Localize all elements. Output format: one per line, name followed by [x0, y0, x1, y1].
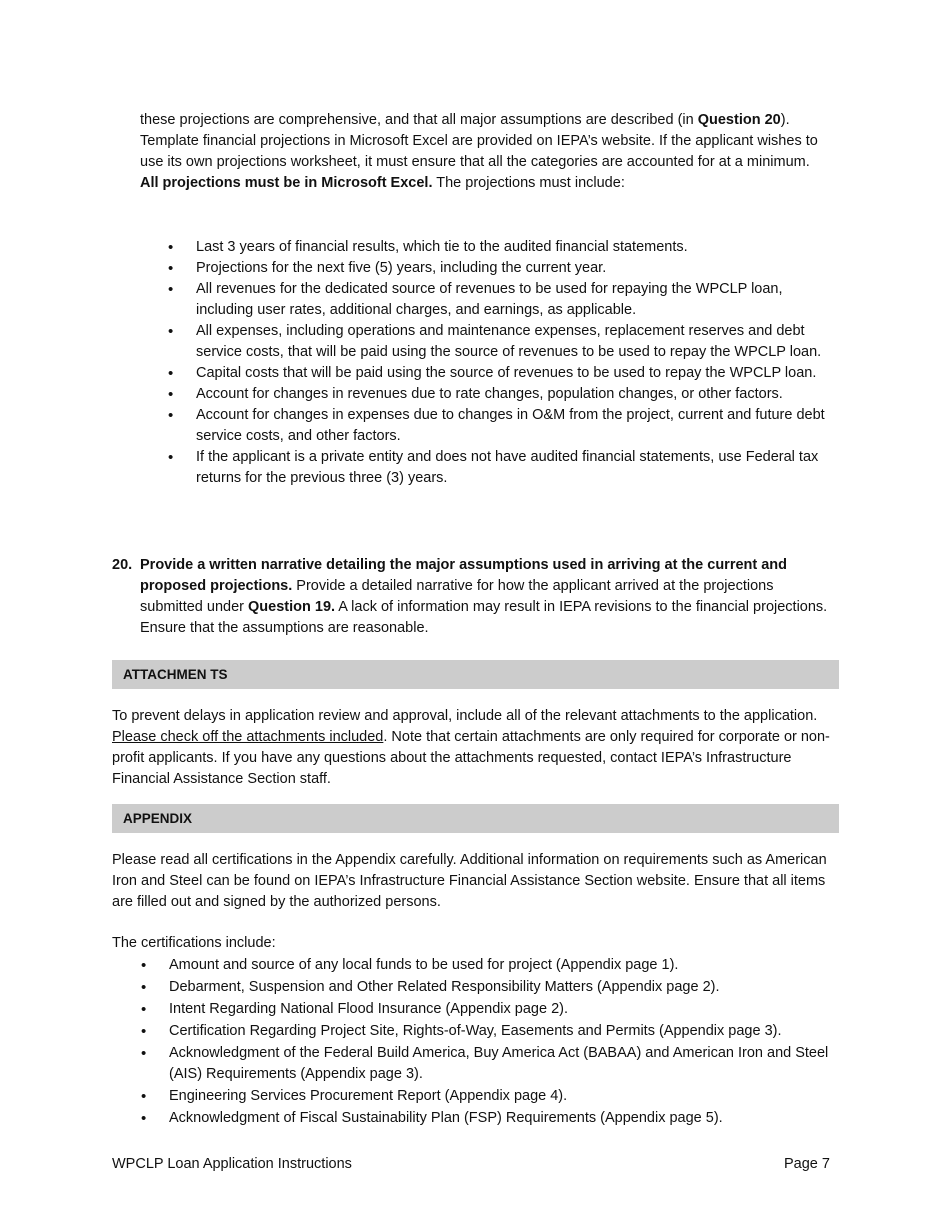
- question-20-body: Provide a written narrative detailing the major assumptions used in arriving at the current and proposed projections. Provide a detailed narrative for how the applicant arrived at the projections submitted under Question 19. A lack of information may result in IEPA revisions to the financial projections. Ensure that the assumptions are reasonable.: [140, 557, 828, 636]
- question-20: [112, 555, 832, 639]
- certifications-intro: The certifications include:: [112, 935, 276, 951]
- list-item: • Capital costs that will be paid using the source of revenues to be used to repay the WPCLP loan.: [168, 363, 828, 384]
- list-item: • If the applicant is a private entity and does not have audited financial statements, use Federal tax returns for the previous three (3) years.: [168, 447, 828, 489]
- list-item: • Account for changes in revenues due to rate changes, population changes, or other factors.: [168, 384, 828, 405]
- question-number: 20.: [112, 557, 133, 573]
- attachments-heading: ATTACHMEN TS: [112, 660, 839, 689]
- intro-paragraph: these projections are comprehensive, and that all major assumptions are described (in Question 20). Template financial projections in Microsoft Excel are provided on IEPA’s website. If the applicant wishes to use its own projections worksheet, it must ensure that all the categories are accounted for at a minimum. All projections must be in Microsoft Excel. The projections must include:: [140, 112, 818, 191]
- excel-requirement: All projections must be in Microsoft Excel.: [140, 175, 433, 191]
- list-item: • Engineering Services Procurement Report (Appendix page 4).: [141, 1086, 851, 1107]
- list-item: • All expenses, including operations and maintenance expenses, replacement reserves and debt service costs, that will be paid using the source of revenues to be used to repay the WPCLP loan.: [168, 321, 828, 363]
- question-20-ref: Question 20: [697, 112, 781, 128]
- projection-list: [168, 237, 828, 489]
- list-item: • Certification Regarding Project Site, Rights-of-Way, Easements and Permits (Appendix page 3).: [141, 1021, 851, 1042]
- appendix-heading: APPENDIX: [112, 804, 839, 833]
- list-item: • Amount and source of any local funds to be used for project (Appendix page 1).: [141, 955, 851, 976]
- check-attachments-note: Please check off the attachments included: [112, 729, 384, 745]
- list-item: • Projections for the next five (5) years, including the current year.: [168, 258, 828, 279]
- footer-title: WPCLP Loan Application Instructions: [112, 1156, 352, 1172]
- list-item: • Last 3 years of financial results, which tie to the audited financial statements.: [168, 237, 828, 258]
- page-number: Page 7: [784, 1156, 830, 1172]
- list-item: • All revenues for the dedicated source of revenues to be used for repaying the WPCLP loan, including user rates, additional charges, and earnings, as applicable.: [168, 279, 828, 321]
- attachments-paragraph: To prevent delays in application review and approval, include all of the relevant attachments to the application. Please check off the attachments included. Note that certain attachments are only required for corporate or non-profit applicants. If you have any questions about the attachments requested, contact IEPA’s Infrastructure Financial Assistance Section staff.: [112, 708, 830, 787]
- certifications-list: [141, 955, 851, 1130]
- list-item: • Acknowledgment of the Federal Build America, Buy America Act (BABAA) and American Iron and Steel (AIS) Requirements (Appendix page 3).: [141, 1043, 851, 1085]
- list-item: • Account for changes in expenses due to changes in O&M from the project, current and future debt service costs, and other factors.: [168, 405, 828, 447]
- list-item: • Acknowledgment of Fiscal Sustainability Plan (FSP) Requirements (Appendix page 5).: [141, 1108, 851, 1129]
- list-item: • Debarment, Suspension and Other Related Responsibility Matters (Appendix page 2).: [141, 977, 851, 998]
- list-item: • Intent Regarding National Flood Insurance (Appendix page 2).: [141, 999, 851, 1020]
- appendix-paragraph: Please read all certifications in the Appendix carefully. Additional information on requirements such as American Iron and Steel can be found on IEPA’s Infrastructure Financial Assistance Section website. Ensure that all items are filled out and signed by the authorized persons.: [112, 852, 827, 910]
